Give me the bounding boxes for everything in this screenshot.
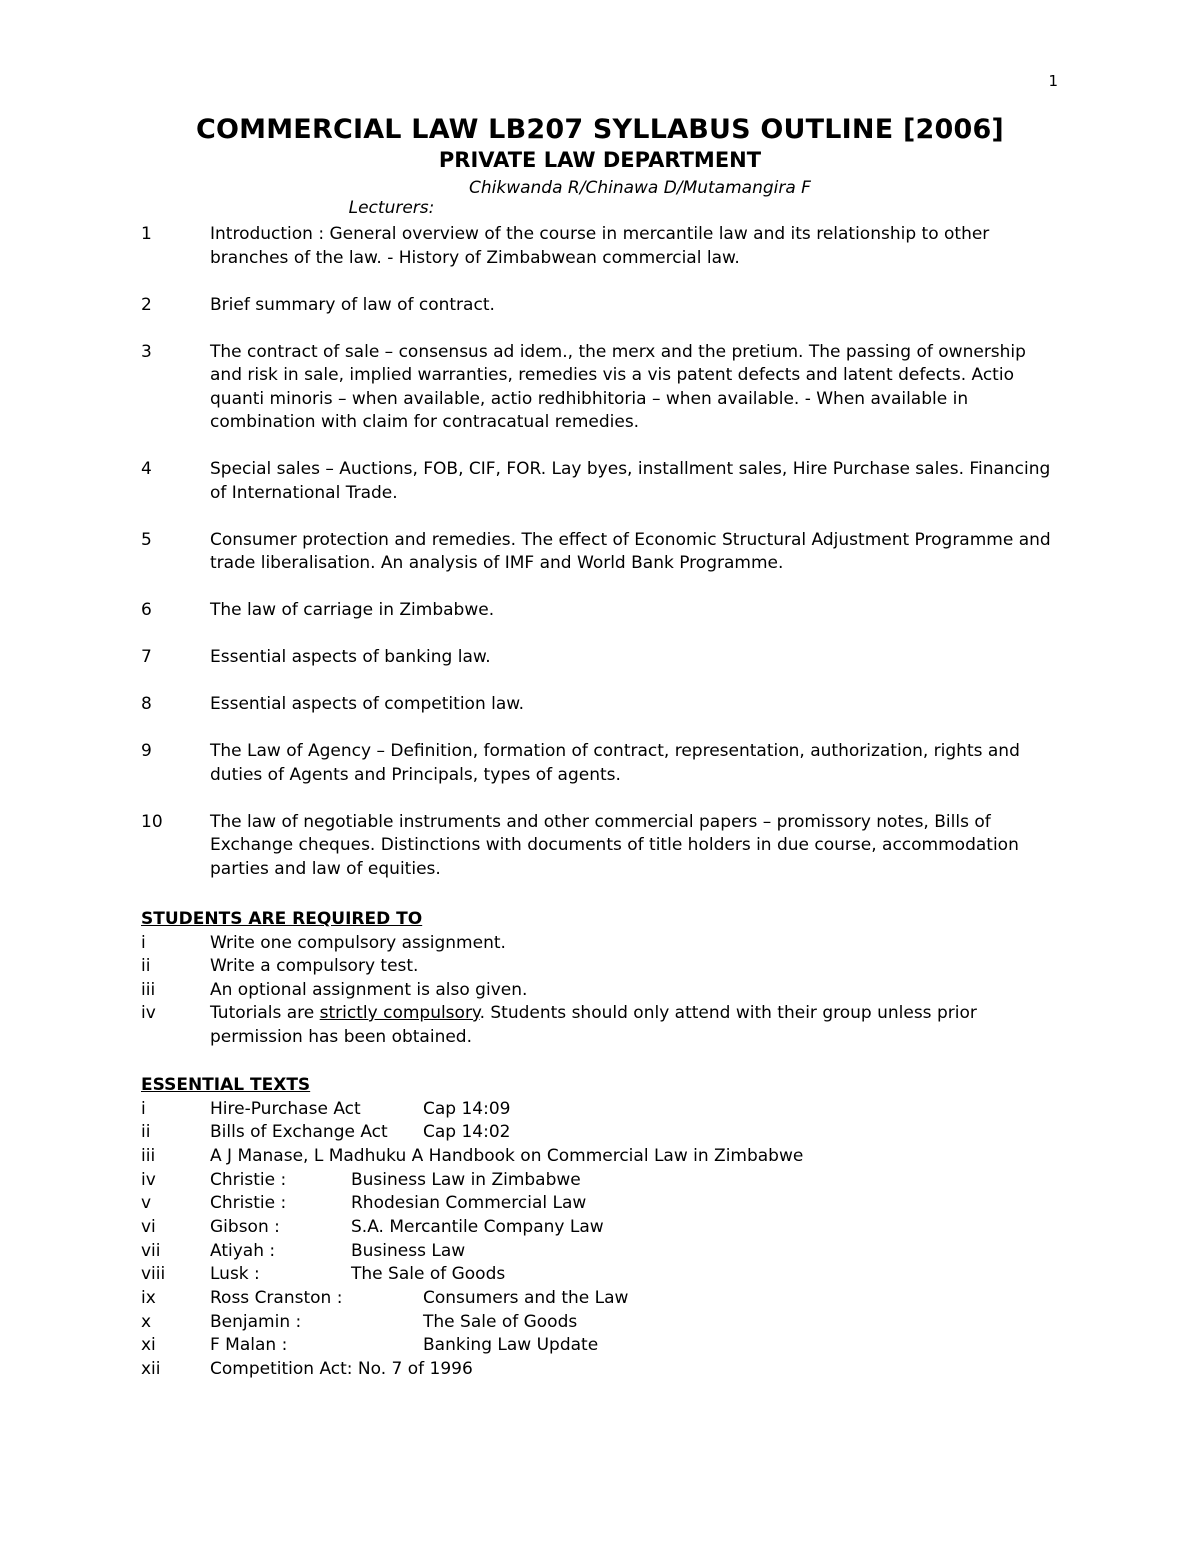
requirement-number: i — [141, 932, 146, 953]
text-row — [141, 1145, 1061, 1169]
topic-number: 4 — [141, 459, 152, 479]
students-requirements — [141, 908, 1061, 1049]
requirement-text: Write a compulsory test. — [210, 956, 419, 976]
topic-item — [141, 811, 1061, 882]
requirement-number: ii — [141, 956, 151, 976]
text-number: vi — [141, 1216, 156, 1237]
requirement-text-prefix: Tutorials are — [210, 1003, 320, 1023]
requirement-emphasis: strictly compulsory — [319, 1003, 480, 1023]
document-title: COMMERCIAL LAW LB207 SYLLABUS OUTLINE [2006] — [196, 114, 1004, 145]
text-title: S.A. Mercantile Company Law — [351, 1216, 604, 1237]
text-number: viii — [141, 1264, 166, 1285]
text-row — [141, 1216, 1061, 1240]
requirement-text: An optional assignment is also given. — [210, 979, 528, 1000]
text-number: xi — [141, 1335, 156, 1356]
text-number: x — [141, 1311, 152, 1332]
text-row — [141, 1098, 1061, 1122]
text-title: Bills of Exchange Act — [210, 1122, 388, 1143]
text-row — [141, 1334, 1061, 1358]
text-author: Atiyah : — [210, 1240, 276, 1261]
text-author: Benjamin : — [210, 1311, 302, 1332]
topic-number: 2 — [141, 294, 152, 315]
text-title: Rhodesian Commercial Law — [351, 1193, 587, 1214]
topic-number: 6 — [141, 600, 152, 620]
topic-text: Essential aspects of banking law. — [210, 647, 491, 667]
topic-number: 1 — [141, 224, 152, 244]
text-author: Gibson : — [210, 1216, 280, 1237]
page-number: 1 — [1048, 72, 1058, 90]
text-row — [141, 1121, 1061, 1145]
syllabus-topics — [141, 223, 1061, 905]
topic-text: Essential aspects of competition law. — [210, 694, 525, 714]
topic-item — [141, 294, 1061, 318]
text-number: iii — [141, 1145, 156, 1166]
topic-text: The Law of Agency – Definition, formation of contract, representation, authorization, rights and duties of Agents and Principals, types of agents. — [210, 741, 1020, 785]
texts-heading: ESSENTIAL TEXTS — [141, 1075, 311, 1095]
topic-item — [141, 341, 1061, 435]
text-row — [141, 1263, 1061, 1287]
requirement-text-suffix: . Students should only attend with their group unless prior permission has been obtained. — [210, 1003, 977, 1047]
topic-number: 3 — [141, 341, 152, 362]
topic-item — [141, 458, 1061, 505]
text-title: A J Manase, L Madhuku A Handbook on Commercial Law in Zimbabwe — [210, 1145, 804, 1166]
text-row — [141, 1358, 1061, 1382]
text-row — [141, 1169, 1061, 1193]
requirement-item — [141, 932, 1061, 956]
text-title: Competition Act: No. 7 of 1996 — [210, 1359, 473, 1380]
text-title: Banking Law Update — [423, 1335, 599, 1356]
text-title: Consumers and the Law — [423, 1288, 629, 1308]
text-author: Christie : — [210, 1169, 287, 1190]
topic-number: 5 — [141, 529, 152, 550]
topic-number: 7 — [141, 647, 152, 667]
topic-text: Consumer protection and remedies. The effect of Economic Structural Adjustment Programme and trade liberalisation. An analysis of IMF and World Bank Programme. — [210, 529, 1051, 573]
text-reference: Cap 14:09 — [423, 1098, 511, 1119]
requirement-number: iv — [141, 1003, 156, 1023]
text-title: Business Law in Zimbabwe — [351, 1169, 581, 1190]
topic-item — [141, 529, 1061, 576]
text-number: iv — [141, 1169, 156, 1190]
topic-item — [141, 740, 1061, 787]
department-subtitle: PRIVATE LAW DEPARTMENT — [438, 148, 762, 172]
text-author: F Malan : — [210, 1335, 288, 1356]
topic-item — [141, 223, 1061, 270]
topic-text: The law of negotiable instruments and other commercial papers – promissory notes, Bills of Exchange cheques. Distinctions with documents of title holders in due course, accommodation parties and law of equities. — [210, 811, 1019, 879]
text-number: v — [141, 1193, 152, 1214]
text-title: Hire-Purchase Act — [210, 1098, 361, 1119]
topic-text: Brief summary of law of contract. — [210, 294, 495, 315]
topic-text: The law of carriage in Zimbabwe. — [210, 600, 495, 620]
text-number: xii — [141, 1359, 161, 1380]
text-number: i — [141, 1098, 146, 1119]
topic-text: Special sales – Auctions, FOB, CIF, FOR. Lay byes, installment sales, Hire Purchase sales. Financing of International Trade. — [210, 459, 1051, 503]
text-title: Business Law — [351, 1240, 466, 1261]
lecturers-names: Chikwanda R/Chinawa D/Mutamangira F — [469, 178, 811, 198]
requirement-item — [141, 955, 1061, 979]
requirement-text: Write one compulsory assignment. — [210, 932, 506, 953]
text-title: The Sale of Goods — [351, 1264, 506, 1285]
requirement-item — [141, 1002, 1061, 1049]
topic-number: 8 — [141, 694, 152, 714]
topic-text: The contract of sale – consensus ad idem., the merx and the pretium. The passing of ownership and risk in sale, implied warranties, remedies vis a vis patent defects and latent defects. Actio quanti minoris – when available, actio redhibhitoria – when available. - When available in combination with claim for contracatual remedies. — [210, 341, 1026, 432]
text-row — [141, 1287, 1061, 1311]
text-author: Lusk : — [210, 1264, 260, 1285]
topic-number: 9 — [141, 741, 152, 761]
text-row — [141, 1192, 1061, 1216]
text-title: The Sale of Goods — [423, 1311, 578, 1332]
students-heading: STUDENTS ARE REQUIRED TO — [141, 909, 423, 929]
text-number: ii — [141, 1122, 151, 1143]
topic-text: Introduction : General overview of the course in mercantile law and its relationship to other branches of the law. - History of Zimbabwean commercial law. — [210, 224, 990, 268]
essential-texts — [141, 1074, 1061, 1382]
topic-item — [141, 646, 1061, 670]
text-row — [141, 1311, 1061, 1335]
text-number: ix — [141, 1288, 156, 1308]
topic-number: 10 — [141, 811, 163, 832]
lecturers-label: Lecturers: — [348, 198, 435, 218]
topic-item — [141, 599, 1061, 623]
requirement-number: iii — [141, 979, 156, 1000]
topic-item — [141, 693, 1061, 717]
requirement-item — [141, 979, 1061, 1003]
text-number: vii — [141, 1240, 161, 1261]
text-row — [141, 1240, 1061, 1264]
text-author: Christie : — [210, 1193, 287, 1214]
text-reference: Cap 14:02 — [423, 1122, 511, 1143]
text-author: Ross Cranston : — [210, 1288, 343, 1308]
